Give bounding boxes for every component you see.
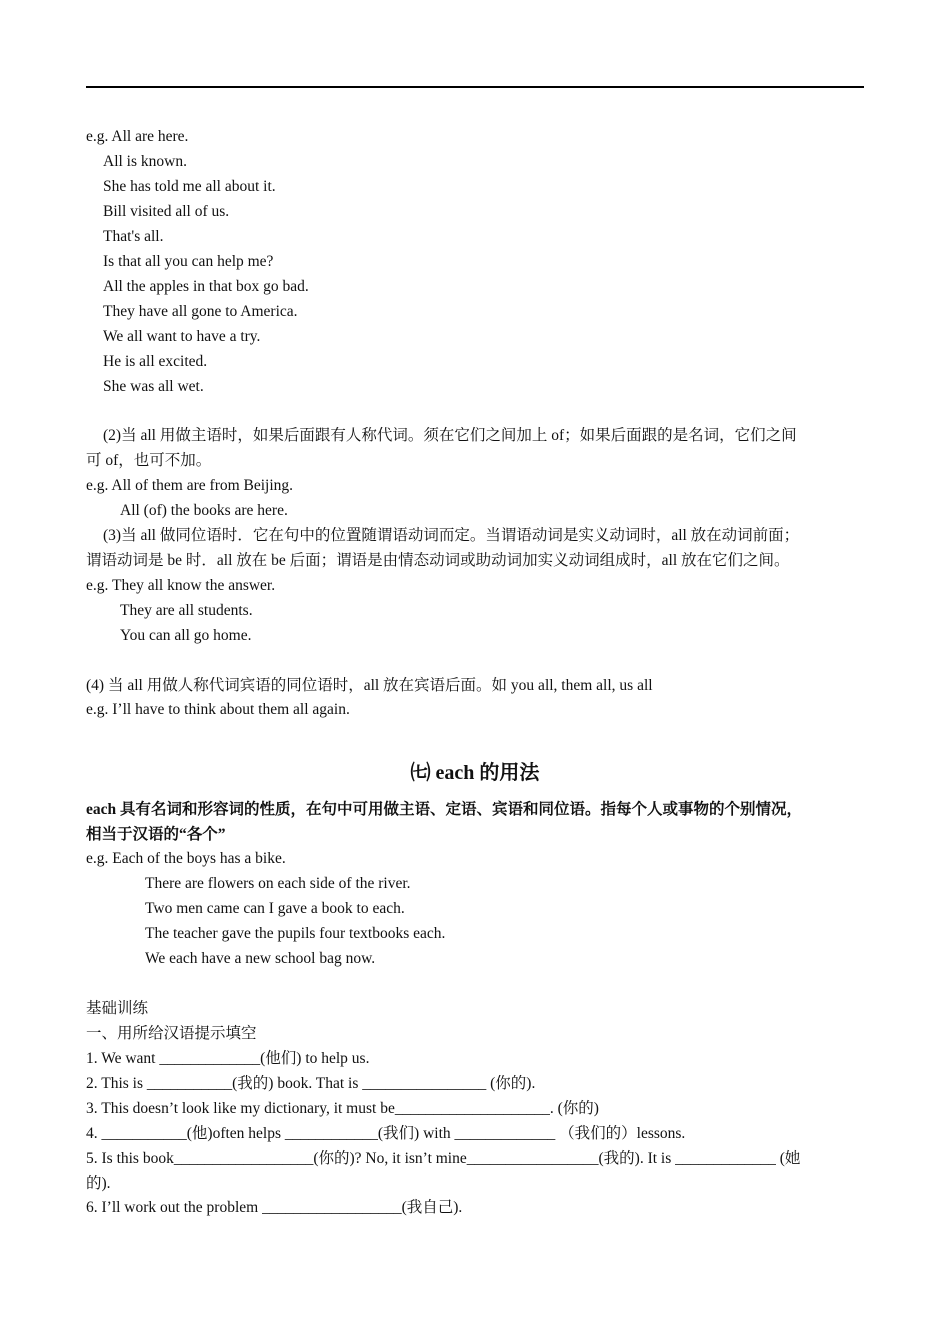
exercise-question: 的). [86, 1175, 111, 1192]
example-line: Bill visited all of us. [103, 203, 230, 220]
exercise-heading: 基础训练 [86, 1000, 149, 1017]
section-description: 相当于汉语的“各个” [86, 826, 226, 843]
rule-text: 可 of，也可不加。 [86, 452, 212, 469]
example-line: They have all gone to America. [103, 303, 298, 320]
example-line: All the apples in that box go bad. [103, 278, 309, 295]
example-line: e.g. All of them are from Beijing. [86, 477, 294, 494]
section-description: each 具有名词和形容词的性质，在句中可用做主语、定语、宾语和同位语。指每个人或事物的个别情况， [86, 801, 803, 818]
example-line: That's all. [103, 228, 164, 245]
example-line: We each have a new school bag now. [145, 950, 376, 967]
example-line: They are all students. [120, 602, 253, 619]
example-line: e.g. I’ll have to think about them all again. [86, 701, 350, 718]
exercise-question: 2. This is ___________(我的) book. That is ________________ (你的). [86, 1075, 536, 1092]
example-line: All is known. [103, 153, 187, 170]
example-line: e.g. All are here. [86, 128, 189, 145]
example-line: The teacher gave the pupils four textbooks each. [145, 925, 446, 942]
rule-text: (3)当 all 做同位语时．它在句中的位置随谓语动词而定。当谓语动词是实义动词时，all 放在动词前面； [103, 527, 800, 544]
example-line: All (of) the books are here. [120, 502, 288, 519]
example-line: We all want to have a try. [103, 328, 261, 345]
rule-text: (4) 当 all 用做人称代词宾语的同位语时，all 放在宾语后面。如 you all, them all, us all [86, 677, 653, 694]
example-line: She has told me all about it. [103, 178, 276, 195]
example-line: e.g. They all know the answer. [86, 577, 276, 594]
example-line: Is that all you can help me? [103, 253, 274, 270]
example-line: Two men came can I gave a book to each. [145, 900, 405, 917]
header-rule [86, 86, 864, 88]
example-line: e.g. Each of the boys has a bike. [86, 850, 286, 867]
exercise-question: 3. This doesn’t look like my dictionary, it must be____________________. (你的) [86, 1100, 599, 1117]
rule-text: (2)当 all 用做主语时，如果后面跟有人称代词。须在它们之间加上 of；如果后面跟的是名词，它们之间 [103, 427, 797, 444]
example-line: There are flowers on each side of the river. [145, 875, 411, 892]
section-title: ㈦ each 的用法 [410, 762, 540, 784]
exercise-question: 1. We want _____________(他们) to help us. [86, 1050, 370, 1067]
example-line: He is all excited. [103, 353, 208, 370]
example-line: She was all wet. [103, 378, 204, 395]
rule-text: 谓语动词是 be 时．all 放在 be 后面；谓语是由情态动词或助动词加实义动词组成时，all 放在它们之间。 [86, 552, 790, 569]
exercise-question: 4. ___________(他)often helps ____________(我们) with _____________ （我们的）lessons. [86, 1125, 686, 1142]
exercise-question: 6. I’ll work out the problem __________________(我自己). [86, 1199, 463, 1216]
exercise-subheading: 一、用所给汉语提示填空 [86, 1025, 257, 1042]
exercise-question: 5. Is this book__________________(你的)? No, it isn’t mine_________________(我的). It is _____________ (她 [86, 1150, 801, 1167]
example-line: You can all go home. [120, 627, 252, 644]
